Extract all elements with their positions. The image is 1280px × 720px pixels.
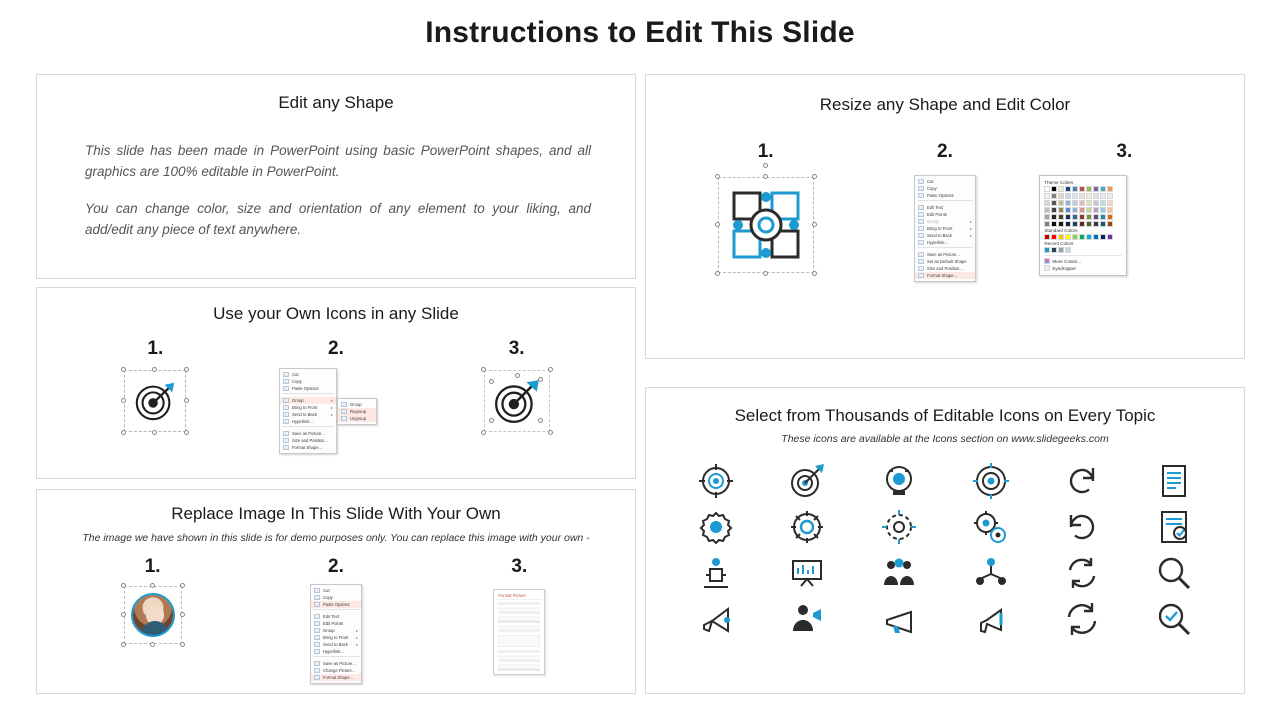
menu-item-format-shape[interactable]: Format Shape... [311,674,361,681]
menu-item-copy[interactable]: Copy [311,594,361,601]
menu-item-size-and-position[interactable]: Size and Position... [915,265,975,272]
trophy-target-icon [879,461,919,501]
edit-shape-paragraph-2: You can change color, size and orientation of any element to your liking, and add/edit any piece of text anywhere. [85,200,591,237]
menu-item-bring-to-front[interactable]: Bring to Front ▸ [311,634,361,641]
dart-target-icon [492,376,542,426]
person-podium-icon [696,553,736,593]
standard-colors-label: Standard Colors [1044,228,1078,233]
circular-arrows-icon [1062,599,1102,639]
step-number: 3. [511,556,528,577]
menu-item-paste-options[interactable]: Paste Options: [311,601,361,608]
more-colors-item[interactable]: More Colors... [1044,258,1122,264]
panel-title-resize-shape: Resize any Shape and Edit Color [819,95,1071,114]
menu-item-paste-options[interactable]: Paste Options: [280,385,336,392]
selected-puzzle-graphic[interactable] [718,177,814,273]
thousands-icons-subtitle: These icons are available at the Icons section on www.slidegeeks.com [781,433,1109,445]
selected-photo-placeholder[interactable] [124,586,182,644]
focus-target-icon [971,461,1011,501]
icon-cell[interactable] [945,461,1037,501]
sync-arrows-icon [1062,553,1102,593]
icon-cell[interactable] [853,599,945,639]
standard-color-row[interactable] [1044,234,1122,240]
page-title: Instructions to Edit This Slide [425,16,855,49]
icon-cell[interactable] [1037,599,1129,639]
menu-item-edit-text[interactable]: Edit Text [915,204,975,211]
menu-item-edit-points[interactable]: Edit Points [311,620,361,627]
icon-cell[interactable] [853,461,945,501]
icon-cell[interactable] [1128,507,1220,547]
panel-thousands-of-icons [645,387,1245,694]
step-number: 3. [508,338,525,359]
shape-context-menu[interactable] [914,175,976,282]
menu-item-bring-to-front[interactable]: Bring to Front ▸ [915,225,975,232]
panel-title-replace-image: Replace Image In This Slide With Your Own [171,504,501,523]
submenu-item-regroup[interactable]: Regroup [338,408,376,415]
search-check-icon [1154,599,1194,639]
rotate-cw-icon [1062,507,1102,547]
icon-cell[interactable] [1037,507,1129,547]
people-network-icon [971,553,1011,593]
presentation-board-icon [787,553,827,593]
replace-image-subtitle: The image we have shown in this slide is for demo purposes only. You can replace this image with your own - [82,532,590,544]
replace-image-step-3 [444,556,594,675]
step-number: 2. [328,338,344,359]
icon-cell[interactable] [1037,461,1129,501]
icon-cell[interactable] [1128,553,1220,593]
own-icons-step-2 [261,338,411,454]
menu-item-format-shape[interactable]: Format Shape... [280,444,336,451]
own-icons-step-3 [442,338,592,432]
megaphone-left-icon [879,599,919,639]
menu-item-send-to-back[interactable]: Send to Back ▸ [311,641,361,648]
submenu-item-ungroup[interactable]: Ungroup [338,415,376,422]
menu-item-send-to-back[interactable]: Send to Back ▸ [915,232,975,239]
team-group-icon [879,553,919,593]
icon-library-grid [646,455,1244,649]
group-submenu[interactable] [337,398,377,425]
panel-edit-any-shape [36,74,636,279]
step-number: 1. [144,556,161,577]
icon-cell[interactable] [762,599,854,639]
document-list-icon [1154,461,1194,501]
step-number: 2. [937,141,953,162]
target-crosshair-icon [696,461,736,501]
icon-cell[interactable] [1128,461,1220,501]
menu-item-cut[interactable]: Cut [280,371,336,378]
recent-colors-label: Recent Colors [1044,241,1074,246]
edit-shape-paragraph-1: This slide has been made in PowerPoint using basic PowerPoint shapes, and all graphics are 100% editable in PowerPoint. [85,143,591,179]
panel-title-thousands-icons: Select from Thousands of Editable Icons on Every Topic [734,406,1156,425]
color-picker-panel[interactable] [1039,175,1127,276]
megaphone-up-icon [696,599,736,639]
menu-item-group[interactable]: Group ▸ [280,397,336,404]
format-picture-panel[interactable] [493,589,545,675]
menu-item-edit-text[interactable]: Edit Text [311,613,361,620]
menu-item-bring-to-front[interactable]: Bring to Front ▸ [280,404,336,411]
format-picture-title: Format Picture [496,592,542,600]
icon-cell[interactable] [762,553,854,593]
menu-item-save-as-picture[interactable]: Save as Picture... [280,430,336,437]
own-icons-step-1 [80,338,230,432]
replace-image-step-2 [261,556,411,685]
menu-item-format-shape[interactable]: Format Shape... [915,272,975,279]
menu-item-group[interactable]: Group ▸ [915,218,975,225]
replace-image-step-1 [78,556,228,644]
resize-step-2 [860,141,1030,283]
menu-item-copy[interactable]: Copy [280,378,336,385]
person-speaker-icon [787,599,827,639]
magnifier-icon [1154,553,1194,593]
gears-pair-icon [971,507,1011,547]
context-menu[interactable] [279,368,337,454]
icon-cell[interactable] [670,599,762,639]
menu-item-save-as-picture[interactable]: Save as Picture... [915,251,975,258]
menu-item-hyperlink[interactable]: Hyperlink... [280,418,336,425]
gear-dashed-icon [879,507,919,547]
menu-item-send-to-back[interactable]: Send to Back ▸ [280,411,336,418]
ungrouped-dart-target-graphic[interactable] [484,370,550,432]
avatar [131,593,175,637]
icon-cell[interactable] [762,461,854,501]
resize-step-3 [1039,141,1209,276]
panel-title-own-icons: Use your Own Icons in any Slide [213,304,459,323]
recent-color-row[interactable] [1044,247,1122,253]
gear-outline-icon [787,507,827,547]
resize-step-1 [681,141,851,273]
image-context-menu[interactable] [310,584,362,684]
panel-use-own-icons [36,287,636,479]
icon-cell[interactable] [670,507,762,547]
menu-item-cut[interactable]: Cut [311,587,361,594]
submenu-item-group[interactable]: Group [338,401,376,408]
menu-item-change-picture[interactable]: Change Picture... [311,667,361,674]
icon-cell[interactable] [670,461,762,501]
menu-item-hyperlink[interactable]: Hyperlink... [311,648,361,655]
icon-cell[interactable] [1037,553,1129,593]
theme-colors-label: Theme Colors [1044,180,1074,185]
menu-item-copy[interactable]: Copy [915,185,975,192]
megaphone-small-icon [971,599,1011,639]
refresh-arrow-icon [1062,461,1102,501]
icon-cell[interactable] [945,599,1037,639]
theme-color-row[interactable] [1044,186,1122,192]
menu-item-size-and-position[interactable]: Size and Position... [280,437,336,444]
panel-replace-image [36,489,636,694]
step-number: 1. [757,141,774,162]
dart-target-icon [132,378,178,424]
eyedropper-item[interactable]: Eyedropper [1044,265,1122,271]
dart-target-icon [787,461,827,501]
gear-network-icon [724,183,808,267]
menu-item-edit-points[interactable]: Edit Points [915,211,975,218]
icon-cell[interactable] [1128,599,1220,639]
icon-cell[interactable] [670,553,762,593]
menu-item-cut[interactable]: Cut [915,178,975,185]
icon-cell[interactable] [945,553,1037,593]
menu-item-paste-options[interactable]: Paste Options: [915,192,975,199]
step-number: 1. [147,338,164,359]
icon-cell[interactable] [853,507,945,547]
icon-cell[interactable] [945,507,1037,547]
menu-item-group[interactable]: Group ▸ [311,627,361,634]
menu-item-save-as-picture[interactable]: Save as Picture... [311,660,361,667]
step-number: 3. [1116,141,1133,162]
panel-resize-shape [645,74,1245,359]
icon-cell[interactable] [762,507,854,547]
icon-cell[interactable] [853,553,945,593]
gear-settings-icon [696,507,736,547]
selected-dart-target-graphic[interactable] [124,370,186,432]
panel-title-edit-shape: Edit any Shape [278,93,394,112]
step-number: 2. [328,556,344,577]
checklist-document-icon [1154,507,1194,547]
menu-item-hyperlink[interactable]: Hyperlink... [915,239,975,246]
menu-item-set-default-shape[interactable]: Set as Default Shape [915,258,975,265]
